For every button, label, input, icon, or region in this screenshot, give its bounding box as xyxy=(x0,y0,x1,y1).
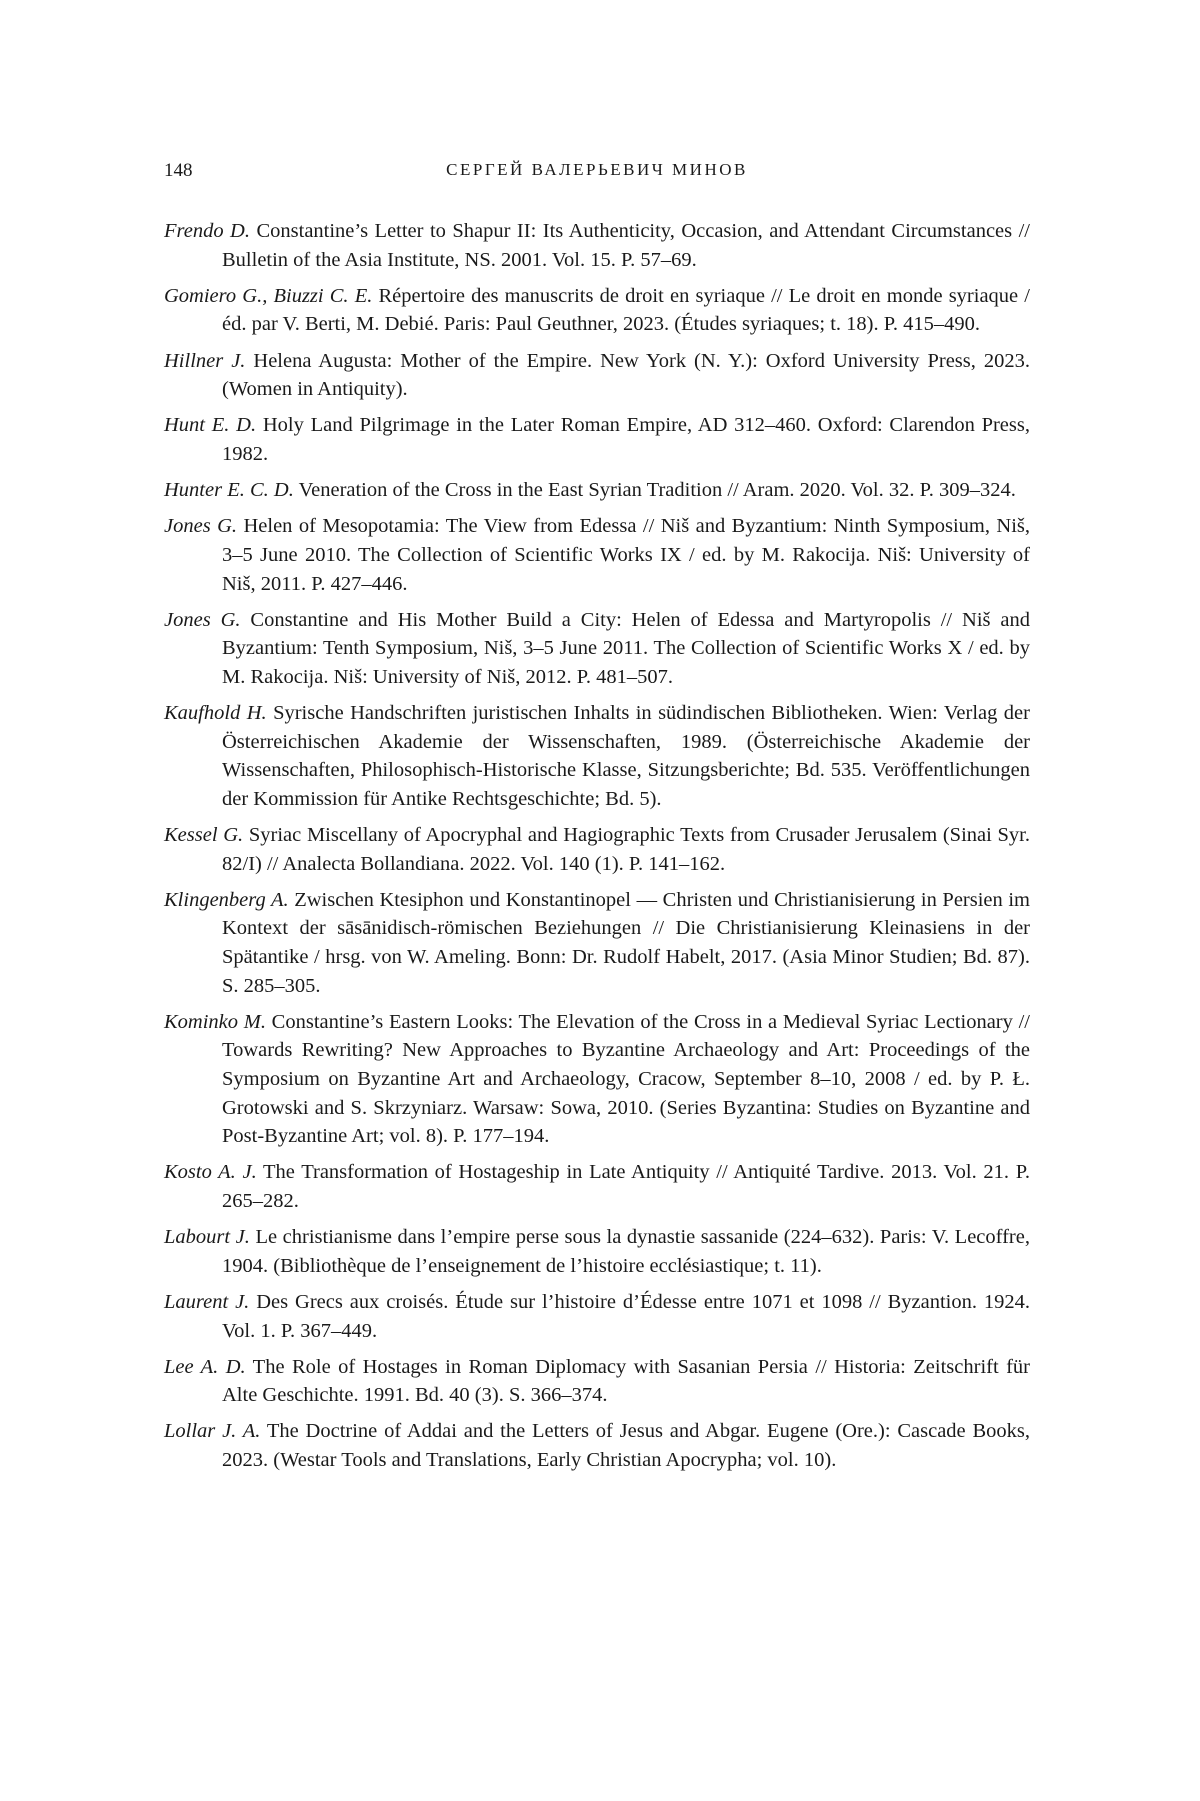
entry-text: Helen of Mesopotamia: The View from Edessa // Niš and Byzantium: Ninth Symposium, Niš, 3–5 June 2010. The Collection of Scientific Works IX / ed. by M. Rakocija. Niš: University of Niš, 2011. P. 427–446. xyxy=(222,515,1030,595)
bibliography-entry xyxy=(164,1223,1030,1280)
entry-text: The Transformation of Hostageship in Late Antiquity // Antiquité Tardive. 2013. Vol. 21. P. 265–282. xyxy=(222,1161,1030,1212)
bibliography-entry xyxy=(164,1288,1030,1345)
bibliography-entry xyxy=(164,217,1030,274)
page-header xyxy=(164,160,1030,190)
entry-author: Gomiero G., Biuzzi C. E. xyxy=(164,284,373,307)
entry-text: Répertoire des manuscrits de droit en syriaque // Le droit en monde syriaque / éd. par V. Berti, M. Debié. Paris: Paul Geuthner, 2023. (Études syriaques; t. 18). P. 415–490. xyxy=(222,284,1030,336)
bibliography-entry xyxy=(164,699,1030,813)
entry-text: Constantine’s Eastern Looks: The Elevation of the Cross in a Medieval Syriac Lectionary // Towards Rewriting? New Approaches to Byzantine Archaeology and Art: Proceedings of the Symposium on Byzantine Art and Archaeology, Cracow, September 8–10, 2008 / ed. by P. Ł. Grotowski and S. Skrzyniarz. Warsaw: Sowa, 2010. (Series Byzantina: Studies on Byzantine and Post-Byzantine Art; vol. 8). P. 177–194. xyxy=(222,1010,1030,1148)
entry-author: Hillner J. xyxy=(164,349,246,372)
bibliography-list xyxy=(164,217,1030,1482)
entry-text: Constantine and His Mother Build a City: Helen of Edessa and Martyropolis // Niš and Byzantium: Tenth Symposium, Niš, 3–5 June 2011. The Collection of Scientific Works X / ed. by M. Rakocija. Niš: University of Niš, 2012. P. 481–507. xyxy=(222,608,1030,688)
bibliography-entry xyxy=(164,1417,1030,1474)
entry-text: Syriac Miscellany of Apocryphal and Hagiographic Texts from Crusader Jerusalem (Sinai Syr. 82/I) // Analecta Bollandiana. 2022. Vol. 140 (1). P. 141–162. xyxy=(222,824,1031,875)
entry-text: The Doctrine of Addai and the Letters of Jesus and Abgar. Eugene (Ore.): Cascade Books, 2023. (Westar Tools and Translations, Early Christian Apocrypha; vol. 10). xyxy=(222,1420,1030,1472)
bibliography-entry xyxy=(164,886,1030,1000)
bibliography-entry xyxy=(164,606,1030,692)
entry-text: The Role of Hostages in Roman Diplomacy with Sasanian Persia // Historia: Zeitschrift für Alte Geschichte. 1991. Bd. 40 (3). S. 366–374. xyxy=(222,1355,1030,1407)
entry-author: Labourt J. xyxy=(164,1226,250,1249)
entry-author: Hunter E. C. D. xyxy=(164,479,294,502)
page-number: 148 xyxy=(164,160,193,181)
bibliography-entry xyxy=(164,347,1030,404)
bibliography-entry xyxy=(164,476,1030,505)
entry-author: Kessel G. xyxy=(164,824,244,847)
entry-text: Le christianisme dans l’empire perse sous la dynastie sassanide (224–632). Paris: V. Lecoffre, 1904. (Bibliothèque de l’enseignement de l’histoire ecclésiastique; t. 11). xyxy=(222,1226,1030,1277)
bibliography-entry xyxy=(164,1158,1030,1215)
entry-author: Lollar J. A. xyxy=(164,1420,261,1443)
entry-text: Des Grecs aux croisés. Étude sur l’histoire d’Édesse entre 1071 et 1098 // Byzantion. 1924. Vol. 1. P. 367–449. xyxy=(222,1290,1031,1342)
entry-text: Helena Augusta: Mother of the Empire. New York (N. Y.): Oxford University Press, 2023. (Women in Antiquity). xyxy=(222,349,1030,401)
entry-text: Syrische Handschriften juristischen Inhalts in südindischen Bibliotheken. Wien: Verlag der Österreichischen Akademie der Wissenschaften, 1989. (Österreichische Akademie der Wissenschaften, Philosophisch-Historische Klasse, Sitzungsberichte; Bd. 535. Veröffentlichungen der Kommission für Antike Rechtsgeschichte; Bd. 5). xyxy=(222,702,1030,810)
entry-text: Zwischen Ktesiphon und Konstantinopel — Christen und Christianisierung in Persien im Kontext der sāsānidisch-römischen Beziehungen // Die Christianisierung Kleinasiens in der Spätantike / hrsg. von W. Ameling. Bonn: Dr. Rudolf Habelt, 2017. (Asia Minor Studien; Bd. 87). S. 285–305. xyxy=(222,888,1030,997)
entry-author: Frendo D. xyxy=(164,220,250,242)
entry-author: Kaufhold H. xyxy=(164,702,267,725)
bibliography-entry xyxy=(164,821,1030,878)
entry-author: Laurent J. xyxy=(164,1290,250,1313)
entry-author: Lee A. D. xyxy=(164,1355,246,1378)
entry-author: Kosto A. J. xyxy=(164,1161,257,1184)
bibliography-entry xyxy=(164,282,1030,339)
bibliography-entry xyxy=(164,411,1030,468)
entry-text: Veneration of the Cross in the East Syrian Tradition // Aram. 2020. Vol. 32. P. 309–324. xyxy=(293,479,1016,502)
entry-text: Constantine’s Letter to Shapur II: Its Authenticity, Occasion, and Attendant Circumstances // Bulletin of the Asia Institute, NS. 2001. Vol. 15. P. 57–69. xyxy=(222,220,1030,271)
bibliography-entry xyxy=(164,512,1030,598)
entry-author: Hunt E. D. xyxy=(164,414,257,437)
running-title: СЕРГЕЙ ВАЛЕРЬЕВИЧ МИНОВ xyxy=(446,160,748,179)
entry-author: Kominko M. xyxy=(164,1010,266,1033)
bibliography-entry xyxy=(164,1353,1030,1410)
entry-author: Jones G. xyxy=(164,515,238,538)
bibliography-entry xyxy=(164,1008,1030,1151)
entry-text: Holy Land Pilgrimage in the Later Roman Empire, AD 312–460. Oxford: Clarendon Press, 1982. xyxy=(222,414,1030,465)
entry-author: Klingenberg A. xyxy=(164,888,289,911)
entry-author: Jones G. xyxy=(164,608,241,631)
